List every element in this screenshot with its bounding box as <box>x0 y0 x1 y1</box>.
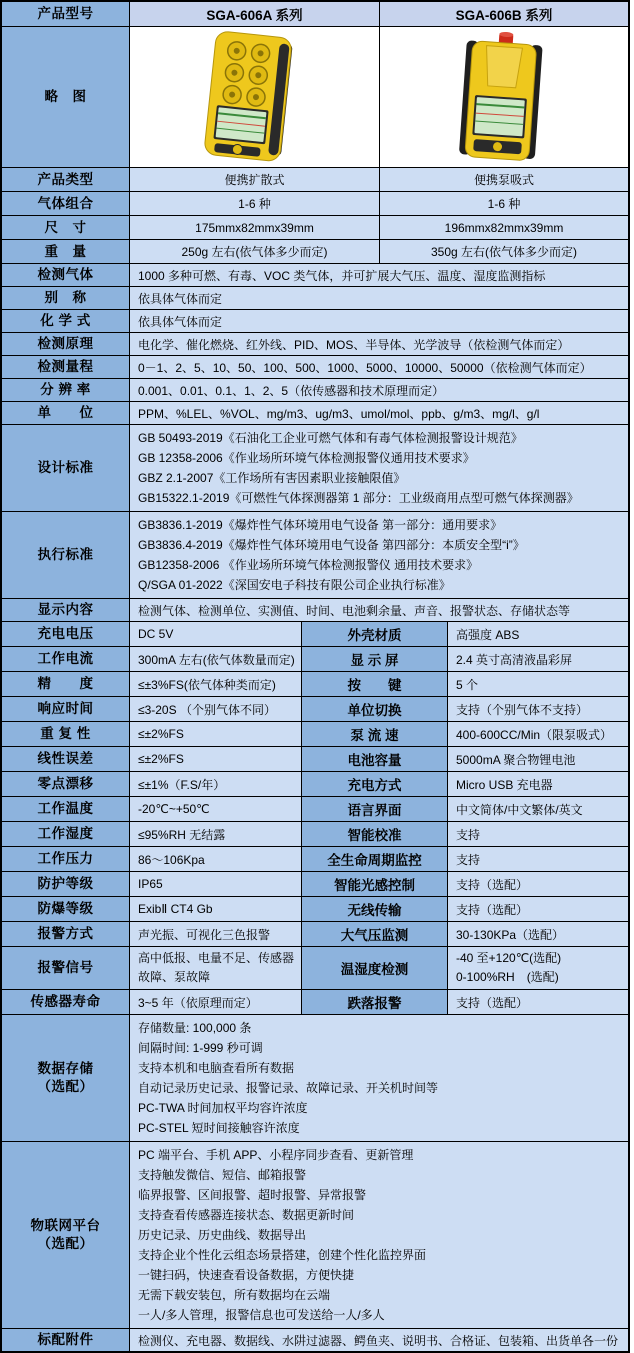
row-response-time <box>2 697 628 722</box>
value-accessories: 检测仪、充电器、数据线、水阱过滤器、鳄鱼夹、说明书、合格证、包装箱、出货单各一份 <box>130 1329 628 1351</box>
row-sketch <box>2 27 628 168</box>
row-working-humidity <box>2 822 628 847</box>
standard-line: GBZ 2.1-2007《工作场所有害因素职业接触限值》 <box>138 471 406 485</box>
value-battery-capacity: 5000mA 聚合物锂电池 <box>448 747 628 771</box>
value-temp-humidity-detection <box>448 947 628 989</box>
row-data-storage <box>2 1015 628 1142</box>
iot-line: 支持触发微信、短信、邮箱报警 <box>138 1168 307 1182</box>
iot-line: 支持查看传感器连接状态、数据更新时间 <box>138 1208 355 1222</box>
label-detected-gases: 检测气体 <box>2 264 130 286</box>
storage-line: 自动记录历史记录、报警记录、故障记录、开关机时间等 <box>138 1081 439 1095</box>
label-dimensions: 尺 寸 <box>2 216 130 239</box>
label-battery-capacity: 电池容量 <box>302 747 448 771</box>
value-repeatability: ≤±2%FS <box>130 722 302 746</box>
value-zero-drift: ≤±1%（F.S/年） <box>130 772 302 796</box>
value-alarm-signals: 高中低报、电量不足、传感器故障、泵故障 <box>130 947 302 989</box>
model-b-title: SGA-606B 系列 <box>380 2 628 26</box>
label-explosion-proof-rating: 防爆等级 <box>2 897 130 921</box>
label-data-storage-line2: （选配） <box>37 1079 94 1094</box>
value-protection-rating: IP65 <box>130 872 302 896</box>
value-design-standards <box>130 425 628 511</box>
label-chemical-formula: 化 学 式 <box>2 310 130 332</box>
value-chemical-formula: 依具体气体而定 <box>130 310 628 332</box>
value-light-sensor-control: 支持（选配） <box>448 872 628 896</box>
row-working-current <box>2 647 628 672</box>
label-wireless-transmission: 无线传输 <box>302 897 448 921</box>
value-gas-combination-b: 1-6 种 <box>380 192 628 215</box>
row-product-type <box>2 168 628 192</box>
label-sensor-life: 传感器寿命 <box>2 990 130 1014</box>
label-data-storage <box>2 1015 130 1141</box>
row-exec-standards <box>2 512 628 599</box>
standard-line: GB 50493-2019《石油化工企业可燃气体和有毒气体检测报警设计规范》 <box>138 431 523 445</box>
value-detection-principle: 电化学、催化燃烧、红外线、PID、MOS、半导体、光学波导（依检测气体而定） <box>130 333 628 355</box>
label-alias: 别 称 <box>2 287 130 309</box>
value-working-pressure: 86～106Kpa <box>130 847 302 871</box>
row-detected-gases <box>2 264 628 287</box>
row-iot-platform <box>2 1142 628 1329</box>
row-sensor-life <box>2 990 628 1015</box>
row-zero-drift <box>2 772 628 797</box>
storage-line: PC-TWA 时间加权平均容许浓度 <box>138 1101 308 1115</box>
storage-line: 支持本机和电脑查看所有数据 <box>138 1061 295 1075</box>
value-data-storage <box>130 1015 628 1141</box>
label-gas-combination: 气体组合 <box>2 192 130 215</box>
label-repeatability: 重 复 性 <box>2 722 130 746</box>
row-linearity-error <box>2 747 628 772</box>
row-accuracy <box>2 672 628 697</box>
gas-detector-pump-icon <box>399 31 609 163</box>
label-smart-calibration: 智能校准 <box>302 822 448 846</box>
label-resolution: 分 辨 率 <box>2 379 130 401</box>
iot-line: 一人/多人管理，报警信息也可发送给一人/多人 <box>138 1308 385 1322</box>
humidity-range-line: 0-100%RH (选配) <box>456 970 559 984</box>
value-charging-voltage: DC 5V <box>130 622 302 646</box>
value-exec-standards <box>130 512 628 598</box>
label-protection-rating: 防护等级 <box>2 872 130 896</box>
label-product-model: 产品型号 <box>2 2 130 26</box>
label-weight: 重 量 <box>2 240 130 263</box>
value-sensor-life: 3~5 年（依原理而定） <box>130 990 302 1014</box>
label-display-screen: 显 示 屏 <box>302 647 448 671</box>
label-language-ui: 语言界面 <box>302 797 448 821</box>
label-lifecycle-monitoring: 全生命周期监控 <box>302 847 448 871</box>
label-light-sensor-control: 智能光感控制 <box>302 872 448 896</box>
row-display-content <box>2 599 628 622</box>
value-barometric-monitoring: 30-130KPa（选配） <box>448 922 628 946</box>
row-product-model <box>2 2 628 27</box>
device-b-image <box>380 27 628 167</box>
value-response-time: ≤3-20S （个别气体不同） <box>130 697 302 721</box>
value-dimensions-a: 175mmx82mmx39mm <box>130 216 380 239</box>
storage-line: PC-STEL 短时间接触容许浓度 <box>138 1121 300 1135</box>
label-pump-flow: 泵 流 速 <box>302 722 448 746</box>
row-working-pressure <box>2 847 628 872</box>
value-explosion-proof-rating: ExibⅡ CT4 Gb <box>130 897 302 921</box>
value-resolution: 0.001、0.01、0.1、1、2、5（依传感器和技术原理而定） <box>130 379 628 401</box>
standard-line: GB3836.4-2019《爆炸性气体环境用电气设备 第四部分：本质安全型“i”》 <box>138 538 525 552</box>
value-iot-platform <box>130 1142 628 1328</box>
temp-range-line: -40 至+120℃(选配) <box>456 951 562 965</box>
label-design-standards: 设计标准 <box>2 425 130 511</box>
label-product-type: 产品类型 <box>2 168 130 191</box>
value-shell-material: 高强度 ABS <box>448 622 628 646</box>
label-alarm-method: 报警方式 <box>2 922 130 946</box>
row-gas-combination <box>2 192 628 216</box>
row-detection-range <box>2 356 628 379</box>
row-alarm-signals <box>2 947 628 990</box>
value-weight-a: 250g 左右(依气体多少而定) <box>130 240 380 263</box>
value-detection-range: 0－1、2、5、10、50、100、500、1000、5000、10000、50000（依检测气体而定） <box>130 356 628 378</box>
label-iot-platform-line2: （选配） <box>37 1236 94 1251</box>
iot-line: 一键扫码，快速查看设备数据，方便快捷 <box>138 1268 355 1282</box>
iot-line: PC 端平台、手机 APP、小程序同步查看、更新管理 <box>138 1148 414 1162</box>
label-barometric-monitoring: 大气压监测 <box>302 922 448 946</box>
value-detected-gases: 1000 多种可燃、有毒、VOC 类气体，并可扩展大气压、温度、湿度监测指标 <box>130 264 628 286</box>
label-zero-drift: 零点漂移 <box>2 772 130 796</box>
standard-line: GB 12358-2006《作业场所环境气体检测报警仪通用技术要求》 <box>138 451 475 465</box>
label-detection-principle: 检测原理 <box>2 333 130 355</box>
value-dimensions-b: 196mmx82mmx39mm <box>380 216 628 239</box>
row-units <box>2 402 628 425</box>
row-resolution <box>2 379 628 402</box>
label-drop-alarm: 跌落报警 <box>302 990 448 1014</box>
value-pump-flow: 400-600CC/Min（限泵吸式） <box>448 722 628 746</box>
label-iot-platform <box>2 1142 130 1328</box>
value-drop-alarm: 支持（选配） <box>448 990 628 1014</box>
value-working-current: 300mA 左右(依气体数量而定) <box>130 647 302 671</box>
row-charging-voltage <box>2 622 628 647</box>
label-sketch: 略 图 <box>2 27 130 167</box>
value-units: PPM、%LEL、%VOL、mg/m3、ug/m3、umol/mol、ppb、g/m3、mg/l、g/l <box>130 402 628 424</box>
iot-line: 临界报警、区间报警、超时报警、异常报警 <box>138 1188 367 1202</box>
value-alarm-method: 声光振、可视化三色报警 <box>130 922 302 946</box>
storage-line: 间隔时间: 1-999 秒可调 <box>138 1041 263 1055</box>
label-working-current: 工作电流 <box>2 647 130 671</box>
label-iot-platform-line1: 物联网平台 <box>30 1218 101 1234</box>
row-accessories <box>2 1329 628 1351</box>
value-display-screen: 2.4 英寸高清液晶彩屏 <box>448 647 628 671</box>
label-working-pressure: 工作压力 <box>2 847 130 871</box>
row-working-temperature <box>2 797 628 822</box>
label-data-storage-line1: 数据存储 <box>37 1061 94 1077</box>
value-linearity-error: ≤±2%FS <box>130 747 302 771</box>
value-product-type-b: 便携泵吸式 <box>380 168 628 191</box>
standard-line: GB15322.1-2019《可燃性气体探测器第 1 部分：工业级商用点型可燃气体探测器》 <box>138 491 579 505</box>
standard-line: GB12358-2006 《作业场所环境气体检测报警仪 通用技术要求》 <box>138 558 479 572</box>
gas-detector-diffusion-icon <box>150 31 360 163</box>
label-charging-voltage: 充电电压 <box>2 622 130 646</box>
label-buttons: 按 键 <box>302 672 448 696</box>
value-language-ui: 中文简体/中文繁体/英文 <box>448 797 628 821</box>
value-charging-method: Micro USB 充电器 <box>448 772 628 796</box>
value-working-temperature: -20℃~+50℃ <box>130 797 302 821</box>
row-weight <box>2 240 628 264</box>
label-shell-material: 外壳材质 <box>302 622 448 646</box>
value-smart-calibration: 支持 <box>448 822 628 846</box>
device-a-image <box>130 27 380 167</box>
row-design-standards <box>2 425 628 512</box>
value-product-type-a: 便携扩散式 <box>130 168 380 191</box>
value-working-humidity: ≤95%RH 无结露 <box>130 822 302 846</box>
value-gas-combination-a: 1-6 种 <box>130 192 380 215</box>
value-buttons: 5 个 <box>448 672 628 696</box>
model-a-title: SGA-606A 系列 <box>130 2 380 26</box>
label-temp-humidity-detection: 温湿度检测 <box>302 947 448 989</box>
value-accuracy: ≤±3%FS(依气体种类而定) <box>130 672 302 696</box>
row-alarm-method <box>2 922 628 947</box>
label-unit-switch: 单位切换 <box>302 697 448 721</box>
label-accessories: 标配附件 <box>2 1329 130 1351</box>
label-detection-range: 检测量程 <box>2 356 130 378</box>
value-wireless-transmission: 支持（选配） <box>448 897 628 921</box>
row-protection-rating <box>2 872 628 897</box>
value-weight-b: 350g 左右(依气体多少而定) <box>380 240 628 263</box>
label-working-humidity: 工作湿度 <box>2 822 130 846</box>
storage-line: 存储数量: 100,000 条 <box>138 1021 252 1035</box>
iot-line: 支持企业个性化云组态场景搭建，创建个性化监控界面 <box>138 1248 427 1262</box>
label-display-content: 显示内容 <box>2 599 130 621</box>
row-explosion-proof-rating <box>2 897 628 922</box>
label-exec-standards: 执行标准 <box>2 512 130 598</box>
label-working-temperature: 工作温度 <box>2 797 130 821</box>
row-dimensions <box>2 216 628 240</box>
label-response-time: 响应时间 <box>2 697 130 721</box>
label-linearity-error: 线性误差 <box>2 747 130 771</box>
row-detection-principle <box>2 333 628 356</box>
label-alarm-signals: 报警信号 <box>2 947 130 989</box>
iot-line: 历史记录、历史曲线、数据导出 <box>138 1228 307 1242</box>
iot-line: 无需下载安装包，所有数据均在云端 <box>138 1288 331 1302</box>
label-units: 单 位 <box>2 402 130 424</box>
value-unit-switch: 支持（个别气体不支持） <box>448 697 628 721</box>
standard-line: GB3836.1-2019《爆炸性气体环境用电气设备 第一部分：通用要求》 <box>138 518 503 532</box>
standard-line: Q/SGA 01-2022《深国安电子科技有限公司企业执行标准》 <box>138 578 451 592</box>
label-accuracy: 精 度 <box>2 672 130 696</box>
row-alias <box>2 287 628 310</box>
value-display-content: 检测气体、检测单位、实测值、时间、电池剩余量、声音、报警状态、存储状态等 <box>130 599 628 621</box>
value-lifecycle-monitoring: 支持 <box>448 847 628 871</box>
row-chemical-formula <box>2 310 628 333</box>
row-repeatability <box>2 722 628 747</box>
label-charging-method: 充电方式 <box>302 772 448 796</box>
value-alias: 依具体气体而定 <box>130 287 628 309</box>
